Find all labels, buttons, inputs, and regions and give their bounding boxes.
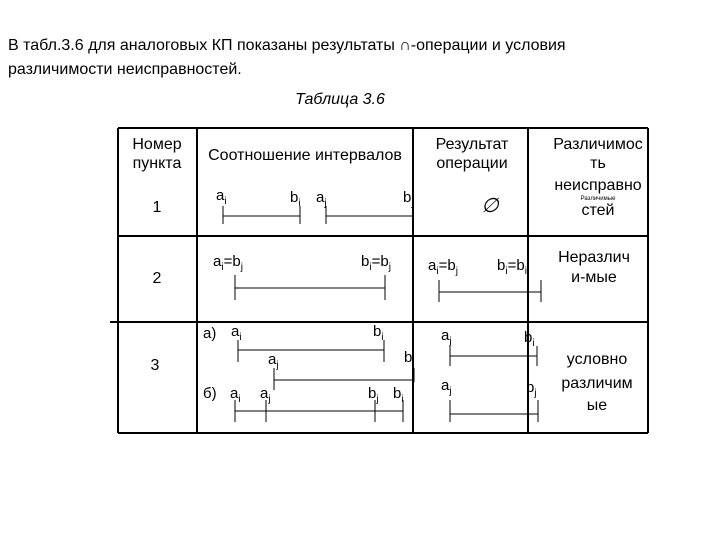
- label-aj: [260, 385, 271, 405]
- label-part: =b: [371, 253, 389, 270]
- label-part: i: [239, 332, 242, 343]
- header-number-1: Номер: [132, 136, 182, 153]
- label-part: =b: [507, 257, 525, 274]
- header-distinct-1: Различимос: [553, 136, 643, 153]
- interval-a-i: [238, 340, 384, 362]
- label-part: j: [376, 394, 379, 405]
- result-ai-eq-bj: [428, 257, 458, 277]
- label-part: a: [260, 385, 269, 402]
- label-bj: [403, 189, 414, 209]
- label-part: b: [368, 385, 377, 402]
- label-part: =b: [438, 257, 456, 274]
- label-aj: [316, 189, 327, 209]
- label-part: j: [388, 262, 391, 273]
- label-part: i: [524, 266, 527, 277]
- result-interval-1: [450, 346, 537, 366]
- interval: [235, 275, 385, 300]
- row-number: 2: [152, 270, 162, 287]
- label-part: j: [411, 198, 414, 209]
- label-part: b: [524, 329, 533, 346]
- result1-aj: [441, 327, 452, 347]
- result-interval-2: [450, 400, 538, 422]
- label-aj: [268, 351, 279, 371]
- label-part: i: [221, 262, 224, 273]
- label-part: a: [231, 323, 240, 340]
- result-interval: [439, 280, 541, 302]
- verdict-2: различим: [561, 375, 633, 392]
- label-part: i: [238, 394, 241, 405]
- label-part: a: [441, 377, 450, 394]
- label-bi: [290, 189, 301, 209]
- verdict-1: условно: [566, 351, 628, 368]
- label-part: b: [290, 189, 299, 206]
- case-b-label: б): [203, 385, 217, 402]
- header-distinct-2: ть: [590, 155, 606, 172]
- result2-aj: [441, 377, 452, 397]
- label-part: i: [298, 198, 301, 209]
- verdict-2: и-мые: [571, 269, 617, 286]
- label-part: i: [532, 338, 535, 349]
- table-header: [132, 136, 642, 219]
- label-part: a: [428, 257, 437, 274]
- intro-line-2: различимости неисправностей.: [8, 61, 242, 78]
- label-part: b: [373, 323, 382, 340]
- label-part: j: [268, 394, 271, 405]
- label-part: j: [449, 386, 452, 397]
- label-part: a: [268, 351, 277, 368]
- empty-set-symbol: ∅: [481, 195, 499, 217]
- verdict-1: Неразлич: [558, 249, 630, 266]
- row-number: 1: [152, 199, 162, 216]
- label-part: b: [361, 253, 370, 270]
- label-part: j: [276, 360, 279, 371]
- label-bj: [368, 385, 379, 405]
- header-result-2: операции: [436, 155, 508, 172]
- label-part: i: [224, 196, 227, 207]
- case-a-label: а): [203, 325, 217, 342]
- label-bi: [393, 385, 404, 405]
- table-row-2: [153, 249, 630, 302]
- label-part: b: [393, 385, 402, 402]
- table-row-3: [151, 323, 633, 422]
- table-caption: Таблица 3.6: [295, 91, 385, 108]
- verdict-3: ые: [586, 397, 608, 414]
- label-part: a: [230, 385, 239, 402]
- interval-i: [223, 206, 300, 224]
- label-part: b: [404, 349, 413, 366]
- label-part: b: [526, 379, 535, 396]
- header-distinct-3: неисправно: [554, 177, 642, 194]
- label-part: i: [436, 266, 439, 277]
- label-part: a: [441, 327, 450, 344]
- label-part: a: [213, 253, 222, 270]
- label-ai-eq-bj: [213, 253, 243, 273]
- header-result-1: Результат: [435, 136, 509, 153]
- label-part: i: [412, 358, 415, 369]
- label-part: a: [316, 189, 325, 206]
- result1-bi: [524, 329, 535, 349]
- header-distinct-small: Различимые: [580, 196, 616, 202]
- label-part: j: [324, 198, 327, 209]
- header-intervals: Соотношение интервалов: [208, 147, 402, 164]
- label-part: b: [403, 189, 412, 206]
- label-bi: [373, 323, 384, 343]
- label-ai: [216, 187, 227, 207]
- label-part: j: [449, 336, 452, 347]
- row-number: 3: [150, 357, 160, 374]
- table-row-1: [153, 187, 501, 224]
- label-part: i: [381, 332, 384, 343]
- label-part: i: [369, 262, 372, 273]
- label-part: i: [505, 266, 508, 277]
- header-distinct-4: стей: [581, 202, 615, 219]
- label-part: i: [401, 394, 404, 405]
- interval-j: [326, 206, 413, 224]
- intro-line-1: В табл.3.6 для аналоговых КП показаны результаты ∩-операции и условия: [8, 37, 566, 54]
- header-number-2: пункта: [132, 155, 182, 172]
- label-part: j: [455, 266, 458, 277]
- label-part: a: [216, 187, 225, 204]
- result-bi-eq-bi: [497, 257, 527, 277]
- label-bi-eq-bj: [361, 253, 391, 273]
- label-part: j: [534, 388, 537, 399]
- label-part: b: [497, 257, 506, 274]
- label-part: j: [240, 262, 243, 273]
- label-ai: [231, 323, 242, 343]
- label-part: =b: [223, 253, 241, 270]
